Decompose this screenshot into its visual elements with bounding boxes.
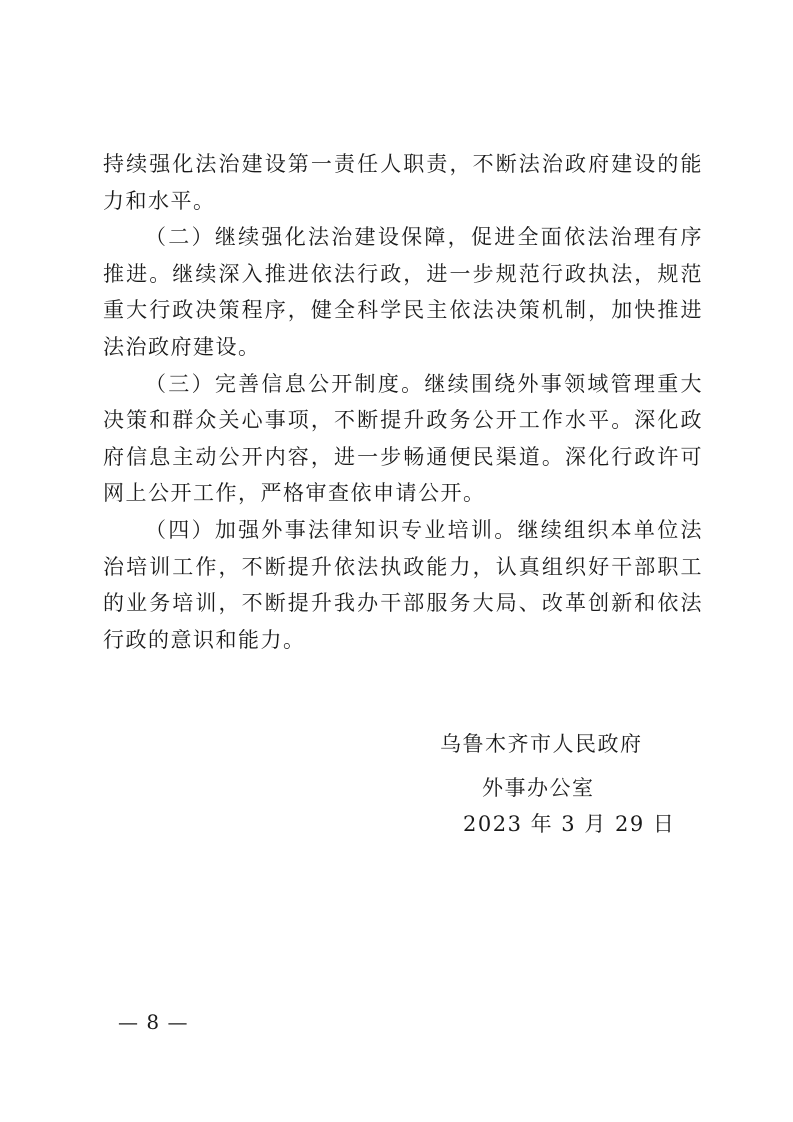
paragraph-section-4: （四）加强外事法律知识专业培训。继续组织本单位法治培训工作，不断提升依法执政能力，认真组织好干部职工的业务培训，不断提升我办干部服务大局、改革创新和依法行政的意识和能力。 [103, 517, 703, 652]
document-body [103, 146, 703, 658]
signature-organization: 乌鲁木齐市人民政府 [440, 732, 643, 756]
page-number: — 8 — [118, 1010, 189, 1034]
signature-date: 2023 年 3 月 29 日 [463, 812, 676, 836]
paragraph-section-3: （三）完善信息公开制度。继续围绕外事领域管理重大决策和群众关心事项，不断提升政务公开工作水平。深化政府信息主动公开内容，进一步畅通便民渠道。深化行政许可网上公开工作，严格审查依申请公开。 [103, 371, 703, 506]
paragraph-continuation: 持续强化法治建设第一责任人职责，不断法治政府建设的能力和水平。 [103, 152, 703, 213]
signature-office: 外事办公室 [482, 776, 595, 800]
paragraph-section-2: （二）继续强化法治建设保障，促进全面依法治理有序推进。继续深入推进依法行政，进一步规范行政执法，规范重大行政决策程序，健全科学民主依法决策机制，加快推进法治政府建设。 [103, 225, 703, 359]
